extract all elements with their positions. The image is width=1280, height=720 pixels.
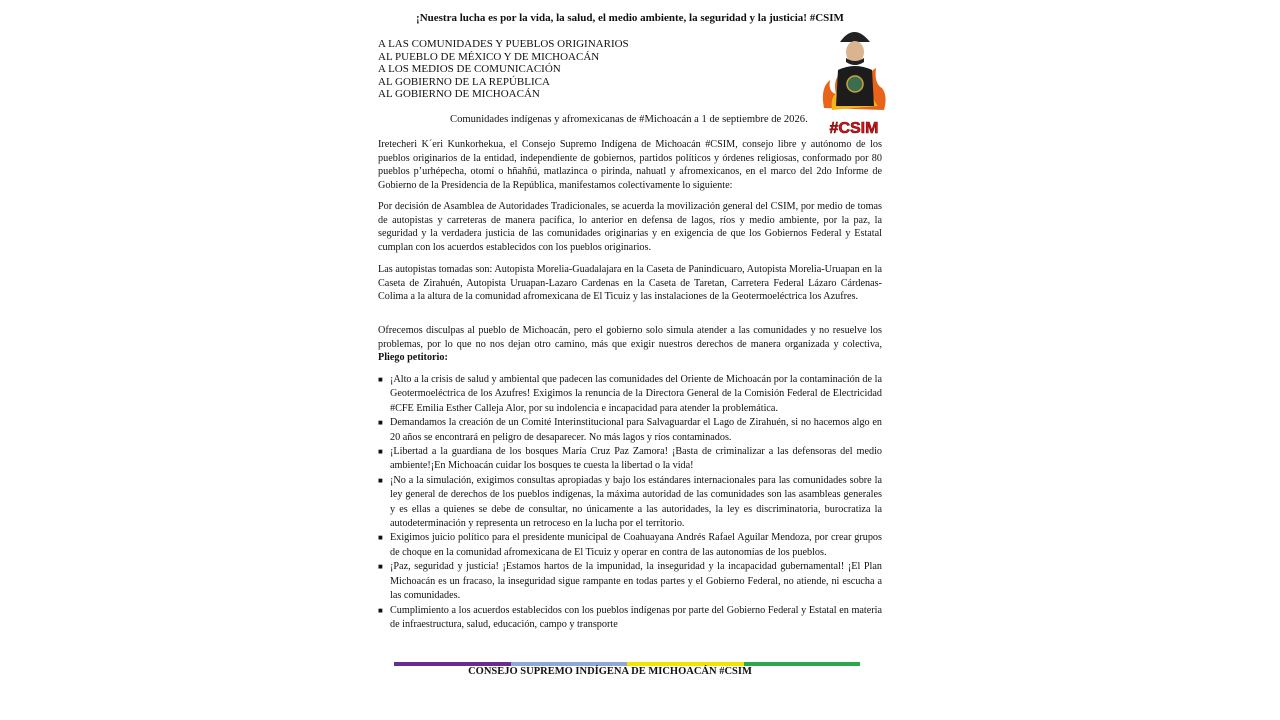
bullet-icon: ■ xyxy=(378,418,383,428)
list-item xyxy=(378,474,882,532)
bullet-icon: ■ xyxy=(378,533,383,543)
bullet-icon: ■ xyxy=(378,447,383,457)
paragraph-apology xyxy=(378,324,882,365)
hat-shape xyxy=(840,32,870,42)
apology-text: Ofrecemos disculpas al pueblo de Michoacán, pero el gobierno solo simula atender a las comunidades y no resuelve los problemas, por lo que no nos dejan otro camino, más que exigir nuestros derechos de manera organizada y colectiva, xyxy=(378,325,882,350)
list-item xyxy=(378,416,882,445)
demand-text: Exigimos juicio político para el presidente municipal de Coahuayana Andrés Rafael Aguilar Mendoza, por crear grupos de choque en la comunidad afromexicana de El Ticuiz y operar en contra de las autonomías de los pueblos. xyxy=(390,532,882,558)
bullet-icon: ■ xyxy=(378,475,383,485)
paragraph-decision: Por decisión de Asamblea de Autoridades Tradicionales, se acuerda la movilización general del CSIM, por medio de tomas de autopistas y carreteras de manera pacífica, lo anterior en defensa de lagos, ríos y medio ambiente, por la paz, la seguridad y la verdadera justicia de las comunidades originarias y en exigencia de que los Gobiernos Federal y Estatal cumplan con los acuerdos establecidos con los pueblos originarios. xyxy=(378,201,882,254)
demand-text: ¡Alto a la crisis de salud y ambiental que padecen las comunidades del Oriente de Michoacán por la contaminación de la Geotermoeléctrica de los Azufres! Exigimos la renuncia de la Directora General de la Comisión Federal de Electricidad #CFE Emilia Esther Calleja Alor, por su indolencia e incapacidad para atender la problemática. xyxy=(390,374,882,414)
demand-text: Demandamos la creación de un Comité Interinstitucional para Salvaguardar el Lago de Zirahuén, si no hacemos algo en 20 años se encontrará en peligro de desaparecer. No más lagos y ríos contaminados. xyxy=(390,417,882,443)
logo-text: #CSIM xyxy=(829,120,879,137)
demand-text: Cumplimiento a los acuerdos establecidos con los pueblos indígenas por parte del Gobierno Federal y Estatal en materia de infraestructura, salud, educación, campo y transporte xyxy=(390,604,882,630)
recipient-line: AL GOBIERNO DE LA REPÚBLICA xyxy=(378,75,550,88)
recipient-line: AL PUEBLO DE MÉXICO Y DE MICHOACÁN xyxy=(378,50,600,63)
demand-text: ¡Paz, seguridad y justicia! ¡Estamos hartos de la impunidad, la inseguridad y la incapacidad gubernamental! ¡El Plan Michoacán es un fracaso, la inseguridad sigue rampante en todas partes y el Gobierno Federal, no atiende, ni escucha a las comunidades. xyxy=(390,561,882,602)
dateline: Comunidades indígenas y afromexicanas de #Michoacán a 1 de septiembre de 2026. xyxy=(450,114,808,125)
list-item xyxy=(378,531,882,560)
recipients-block xyxy=(378,38,629,101)
bullet-icon: ■ xyxy=(378,375,383,384)
emblem-shape xyxy=(847,76,863,92)
paragraph-intro: Iretecheri K´eri Kunkorhekua, el Consejo Supremo Indígena de Michoacán #CSIM, consejo libre y autónomo de los pueblos originarios de la entidad, independiente de gobiernos, partidos políticos y órdenes religiosas, conformado por 80 pueblos p’urhépecha, otomí o hñahñú, matlazinca o pirinda, nahuatl y afromexicanos, en el marco del 2do Informe de Gobierno de la Presidencia de la República, manifestamos colectivamente lo siguiente: xyxy=(378,139,882,192)
list-item xyxy=(378,560,882,603)
list-item xyxy=(378,445,882,474)
bullet-icon: ■ xyxy=(378,562,383,572)
list-item xyxy=(378,604,882,633)
csim-logo xyxy=(818,22,890,138)
demand-text: ¡No a la simulación, exigimos consultas apropiadas y bajo los estándares internacionales para las comunidades sobre la ley general de derechos de los pueblos indígenas, la máxima autoridad de las comunidades son las asambleas generales y es ellas a quienes se debe de consultar, no únicamente a las autoridades, la ley es discriminatoria, burocratiza la autodeterminación y representa un retroceso en la lucha por el territorio. xyxy=(390,474,882,530)
recipient-line: A LOS MEDIOS DE COMUNICACIÓN xyxy=(378,63,561,76)
demands-list xyxy=(378,373,882,632)
headline: ¡Nuestra lucha es por la vida, la salud, el medio ambiente, la seguridad y la justicia! #CSIM xyxy=(416,12,844,24)
list-item xyxy=(378,373,882,416)
paragraph-highways: Las autopistas tomadas son: Autopista Morelia-Guadalajara en la Caseta de Panindicuaro, Autopista Morelia-Uruapan en la Caseta de Zirahuén, Autopista Uruapan-Lazaro Cardenas en la Caseta de Taretan, Carretera Federal Lázaro Cárdenas-Colima a la altura de la comunidad afromexicana de El Ticuiz y las instalaciones de la Geotermoeléctrica los Azufres. xyxy=(378,264,882,303)
demand-text: ¡Libertad a la guardiana de los bosques María Cruz Paz Zamora! ¡Basta de criminalizar a las defensoras del medio ambiente!¡En Michoacán cuidar los bosques te cuesta la libertad o la vida! xyxy=(390,446,882,472)
bullet-icon: ■ xyxy=(378,605,383,615)
pliego-label: Pliego petitorio: xyxy=(378,352,448,364)
recipient-line: AL GOBIERNO DE MICHOACÁN xyxy=(378,88,540,101)
document-page xyxy=(360,0,900,720)
recipient-line: A LAS COMUNIDADES Y PUEBLOS ORIGINARIOS xyxy=(378,38,629,50)
footer-signature: CONSEJO SUPREMO INDÍGENA DE MICHOACÁN #CSIM xyxy=(468,666,752,677)
